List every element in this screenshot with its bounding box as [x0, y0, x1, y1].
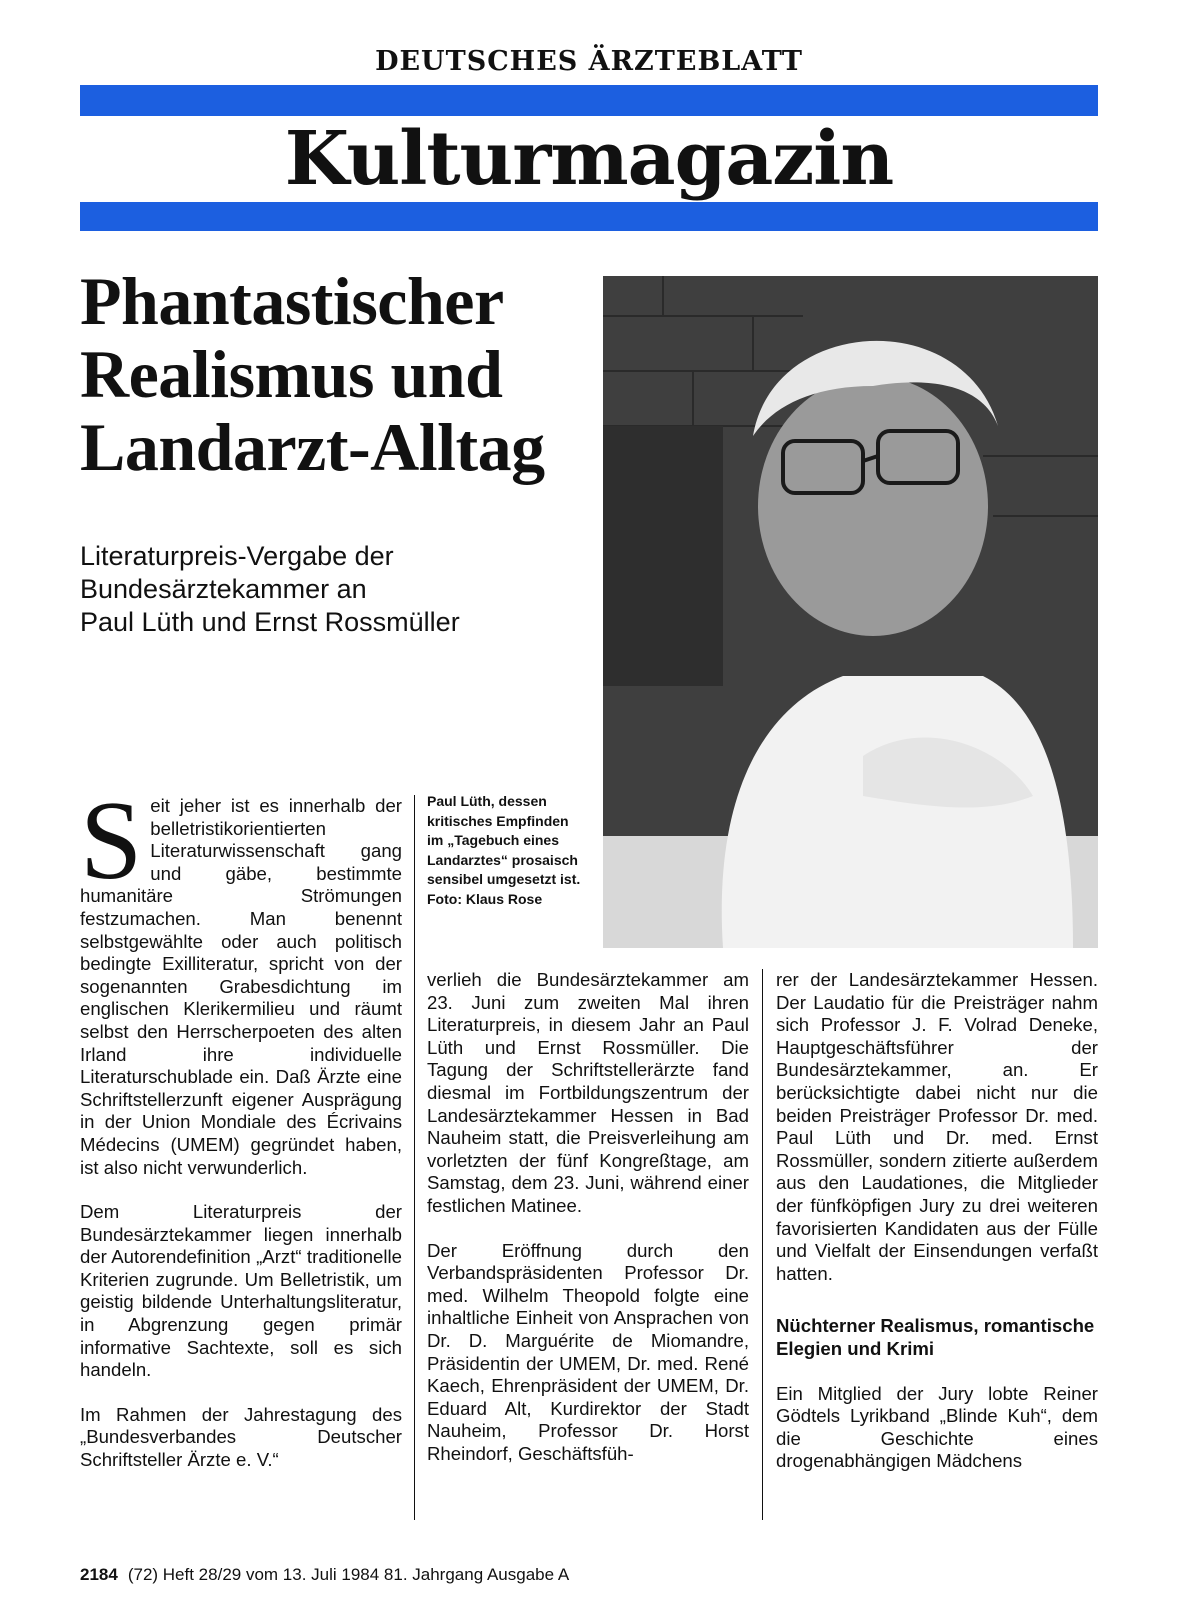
subhead-line: Paul Lüth und Ernst Rossmüller	[80, 607, 460, 637]
paragraph: verlieh die Bundesärztekammer am 23. Juni zum zweiten Mal ihren Literaturpreis, in diesem Jahr an Paul Lüth und Ernst Rossmüller. Die Tagung der Schriftstellerärzte fand diesmal im Fortbildungszentrum der Landesärztekammer Hessen in Bad Nauheim statt, die Preisverleihung am vorletzten der fünf Kongreßtage, am Samstag, dem 23. Juni, während einer festlichen Matinee.	[427, 969, 749, 1216]
column-divider	[414, 795, 415, 1520]
paragraph-text: eit jeher ist es innerhalb der belletristikorientierten Literaturwissenschaft gang und gäbe, bestimmte humanitäre Strömungen festzumachen. Man benennt selbstgewählte oder auch politisch bedingte Exilliteratur, spricht von der sogenannten Grabesdichtung im englischen Klerikermilieu und räumt selbst den Herrscherpoeten des alten Irland ihre individuelle Literaturschublade ein. Daß Ärzte eine Schriftstellerzunft eigener Ausprägung in der Union Mondiale des Écrivains Médecins (UMEM) gegründet haben, ist also nicht verwunderlich.	[80, 795, 402, 1178]
paragraph: rer der Landesärztekammer Hessen. Der Laudatio für die Preisträger nahm sich Professor J. F. Volrad Deneke, Hauptgeschäftsführer der Bundesärztekammer, an. Er berücksichtigte dabei nicht nur die beiden Preisträger Professor Dr. med. Paul Lüth und Dr. med. Ernst Rossmüller, sondern zitierte außerdem aus den Laudationes, die Mitglieder der fünfköpfigen Jury zu drei weiteren favorisierten Kandidaten aus der Fülle und Vielfalt der Einsendungen verfaßt hatten.	[776, 969, 1098, 1284]
headline-line: Realismus und	[80, 336, 503, 412]
page-number: 2184	[80, 1565, 118, 1584]
masthead: DEUTSCHES ÄRZTEBLATT	[375, 46, 803, 77]
drop-cap: S	[80, 779, 143, 903]
column-divider	[762, 969, 763, 1520]
article-column-1	[80, 779, 402, 1494]
section-title: Kulturmagazin	[284, 116, 894, 202]
paragraph: Dem Literaturpreis der Bundesärztekammer liegen innerhalb der Autorendefinition „Arzt“ traditionelle Kriterien zugrunde. Um Belletristik, um geistig bildende Unterhaltungsliteratur, in Abgrenzung gegen primär informative Sachtexte, soll es sich handeln.	[80, 1201, 402, 1381]
paragraph: Im Rahmen der Jahrestagung des „Bundesverbandes Deutscher Schriftsteller Ärzte e. V.“	[80, 1403, 402, 1471]
subhead-line: Bundesärztekammer an	[80, 574, 367, 604]
paragraph: Der Eröffnung durch den Verbandspräsidenten Professor Dr. med. Wilhelm Theopold folgte eine inhaltliche Einheit von Ansprachen von Dr. D. Marguérite de Miomandre, Präsidentin der UMEM, Dr. med. René Kaech, Ehrenpräsident der UMEM, Dr. Eduard Alt, Kurdirektor der Stadt Nauheim, Professor Dr. Horst Rheindorf, Geschäftsfüh-	[427, 1239, 749, 1464]
article-subhead	[80, 540, 600, 639]
headline-line: Phantastischer	[80, 263, 504, 339]
headline-line: Landarzt-Alltag	[80, 409, 545, 485]
subsection-heading: Nüchterner Realismus, romantische Elegien und Krimi	[776, 1315, 1095, 1359]
bottom-blue-bar	[80, 202, 1098, 231]
paragraph: Ein Mitglied der Jury lobte Reiner Gödtels Lyrikband „Blinde Kuh“, dem die Geschichte eines drogenabhängigen Mädchens	[776, 1382, 1098, 1472]
portrait-photo	[603, 276, 1098, 948]
top-blue-bar	[80, 85, 1098, 116]
article-column-3	[776, 969, 1098, 1495]
paragraph	[80, 779, 402, 1179]
article-column-2	[427, 969, 749, 1487]
issue-info: (72) Heft 28/29 vom 13. Juli 1984 81. Jahrgang Ausgabe A	[127, 1565, 570, 1584]
article-headline	[80, 265, 600, 484]
photo-caption: Paul Lüth, dessen kritisches Empfinden im „Tagebuch eines Landarztes“ prosaisch sensibel umgesetzt ist. Foto: Klaus Rose	[427, 793, 581, 907]
page-footer	[80, 1565, 569, 1585]
subhead-line: Literaturpreis-Vergabe der	[80, 541, 394, 571]
